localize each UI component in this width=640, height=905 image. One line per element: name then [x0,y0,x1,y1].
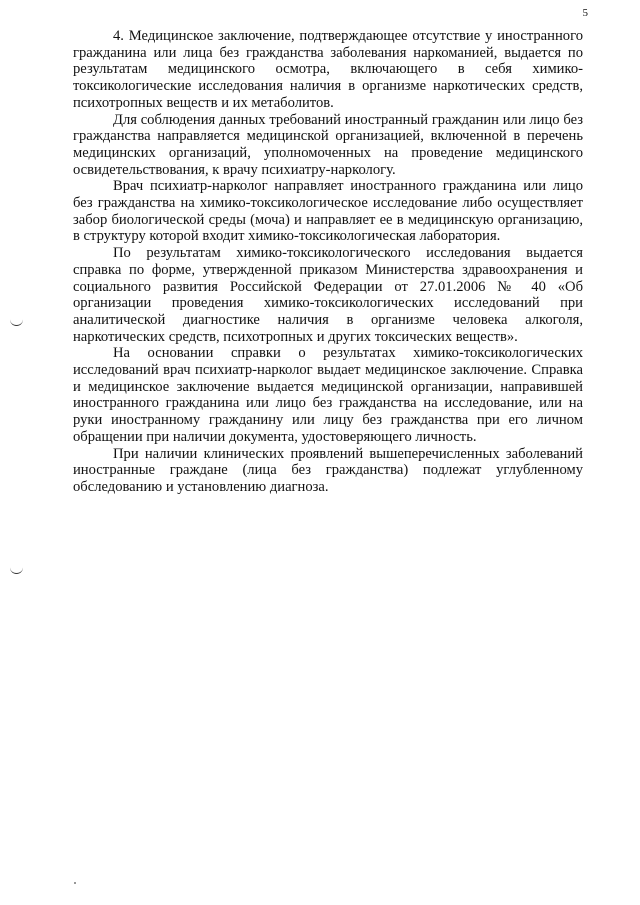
paragraph-5: На основании справки о результатах химико-токсикологических исследований врач психиатр-нарколог выдает медицинское заключение. Справка и медицинское заключение выдается медицинской организации, направившей иностранного гражданина или лицо без гражданства на исследование, или на руки иностранному гражданину или лицу без гражданства при его личном обращении при наличии документа, удостоверяющего личность. [73,345,583,445]
binding-hole-mark-bottom [10,567,23,574]
paragraph-2: Для соблюдения данных требований иностранный гражданин или лицо без гражданства направляется медицинской организацией, включенной в перечень медицинских организаций, уполномоченных на проведение медицинского освидетельствования, к врачу психиатру-наркологу. [73,111,583,178]
paragraph-4: По результатам химико-токсикологического исследования выдается справка по форме, утвержденной приказом Министерства здравоохранения и социального развития Российской Федерации от 27.01.2006 № 40 «Об организации проведения химико-токсикологических исследований при аналитической диагностике наличия в организме человека алкоголя, наркотических средств, психотропных и других токсических веществ». [73,245,583,345]
paragraph-1: 4. Медицинское заключение, подтверждающее отсутствие у иностранного гражданина или лица без гражданства заболевания наркоманией, выдается по результатам медицинского осмотра, включающего в себя химико-токсикологические исследования наличия в организме наркотических средств, психотропных веществ и их метаболитов. [73,28,583,111]
binding-hole-mark-top [10,319,23,326]
page-number: 5 [582,7,588,19]
paragraph-3: Врач психиатр-нарколог направляет иностранного гражданина или лицо без гражданства на химико-токсикологическое исследование либо осуществляет забор биологической среды (моча) и направляет ее в медицинскую организацию, в структуру которой входит химико-токсикологическая лаборатория. [73,178,583,245]
document-body [73,28,583,496]
paragraph-6: При наличии клинических проявлений вышеперечисленных заболеваний иностранные граждане (лица без гражданства) подлежат углубленному обследованию и установлению диагноза. [73,445,583,495]
scan-speck [74,882,76,884]
